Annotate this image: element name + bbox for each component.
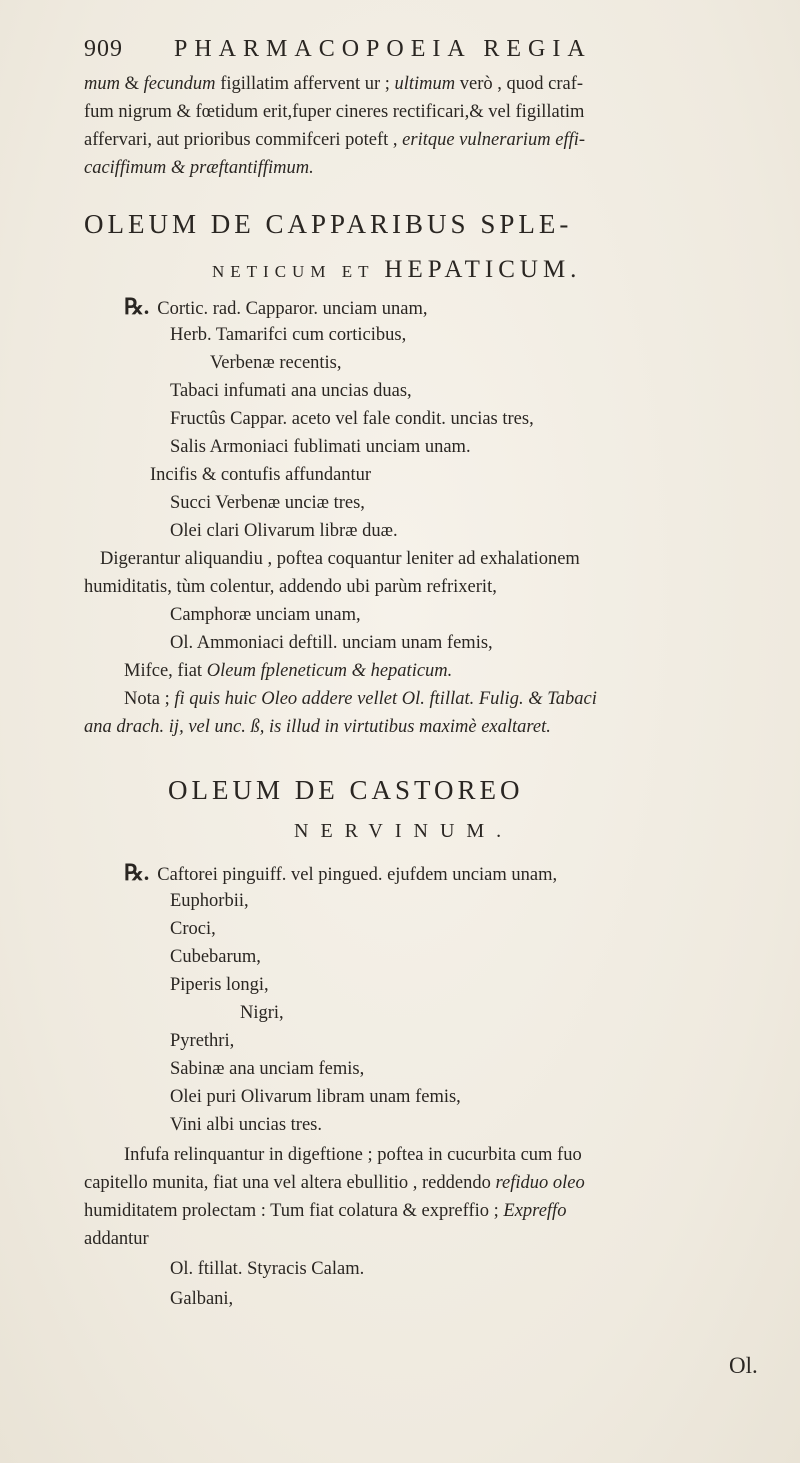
recipe-symbol: ℞. [124, 860, 150, 885]
section-subtitle: NERVINUM. [294, 820, 514, 842]
running-title: PHARMACOPOEIA REGIA [174, 36, 592, 62]
recipe-line: Fructûs Cappar. aceto vel fale condit. uncias tres, [170, 409, 534, 429]
nota-line: Nota ; fi quis huic Oleo addere vellet Ol. ftillat. Fulig. & Tabaci [124, 689, 597, 709]
recipe-line: Euphorbii, [170, 891, 249, 911]
recipe-line: Succi Verbenæ unciæ tres, [170, 493, 365, 513]
intro-line: caciffimum & præftantiffimum. [84, 158, 314, 178]
section-title: OLEUM DE CAPPARIBUS SPLE- [84, 209, 573, 239]
recipe-line: ℞. Cortic. rad. Capparor. unciam unam, [124, 294, 428, 319]
page-number: 909 [84, 36, 123, 62]
intro-line: affervari, aut prioribus commifceri poteft , eritque vulnerarium effi- [84, 130, 586, 150]
recipe-line: Ol. ftillat. Styracis Calam. [170, 1259, 365, 1279]
recipe-line: humiditatis, tùm colentur, addendo ubi parùm refrixerit, [84, 577, 497, 597]
intro-line: mum & fecundum figillatim affervent ur ; ultimum verò , quod craf- [84, 74, 584, 94]
recipe-line: Incifis & contufis affundantur [150, 465, 372, 485]
section-subtitle: NETICUM ET HEPATICUM. [212, 256, 582, 283]
catchword: Ol. [729, 1353, 758, 1378]
recipe-line: Digerantur aliquandiu , poftea coquantur leniter ad exhalationem [100, 549, 580, 569]
recipe-line: Ol. Ammoniaci deftill. unciam unam femis, [170, 633, 493, 653]
recipe-line: Verbenæ recentis, [210, 353, 342, 373]
recipe-line: Mifce, fiat Oleum fpleneticum & hepaticum. [124, 661, 453, 681]
recipe-line: Galbani, [170, 1289, 234, 1309]
recipe-line: Vini albi uncias tres. [170, 1115, 322, 1135]
recipe-line: Camphoræ unciam unam, [170, 605, 361, 625]
recipe-line: Tabaci infumati ana uncias duas, [170, 381, 412, 401]
paragraph-line: humiditatem prolectam : Tum fiat colatura & expreffio ; Expreffo [84, 1201, 567, 1221]
recipe-line: Herb. Tamarifci cum corticibus, [170, 325, 407, 345]
recipe-line: Nigri, [240, 1003, 284, 1023]
intro-line: fum nigrum & fœtidum erit,fuper cineres rectificari,& vel figillatim [84, 102, 585, 122]
recipe-line: Sabinæ ana unciam femis, [170, 1059, 365, 1079]
recipe-line: ℞. Caftorei pinguiff. vel pingued. ejufdem unciam unam, [124, 860, 558, 885]
section-title: OLEUM DE CASTOREO [168, 775, 524, 805]
recipe-line: Piperis longi, [170, 975, 269, 995]
recipe-line: Cubebarum, [170, 947, 261, 967]
nota-line: ana drach. ij, vel unc. ß, is illud in virtutibus maximè exaltaret. [84, 717, 551, 737]
recipe-symbol: ℞. [124, 294, 150, 319]
page-header [84, 36, 744, 70]
recipe-line: Olei puri Olivarum libram unam femis, [170, 1087, 461, 1107]
paragraph-line: Infufa relinquantur in digeftione ; poftea in cucurbita cum fuo [124, 1145, 582, 1165]
paragraph-line: addantur [84, 1229, 149, 1249]
recipe-line: Croci, [170, 919, 216, 939]
paragraph-line: capitello munita, fiat una vel altera ebullitio , reddendo refiduo oleo [84, 1173, 585, 1193]
recipe-line: Olei clari Olivarum libræ duæ. [170, 521, 398, 541]
recipe-line: Pyrethri, [170, 1031, 235, 1051]
recipe-line: Salis Armoniaci fublimati unciam unam. [170, 437, 471, 457]
